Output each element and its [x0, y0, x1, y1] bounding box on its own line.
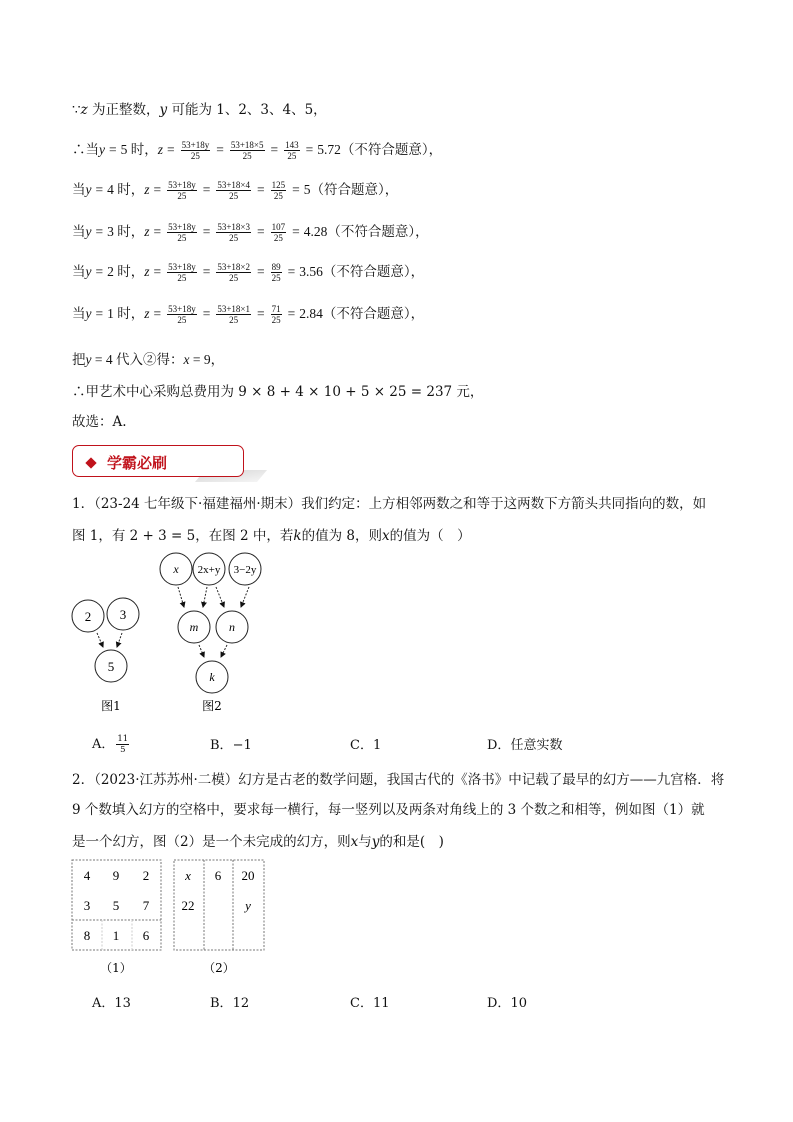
fraction-denominator: 25	[271, 273, 281, 284]
fraction-denominator: 25	[273, 233, 283, 244]
node-2	[72, 600, 104, 632]
q2-line-3	[72, 832, 444, 852]
option-value: 13	[114, 996, 131, 1011]
var-y: y	[85, 224, 92, 239]
note: （不符合题意），	[322, 264, 425, 279]
text: 时，	[113, 224, 145, 239]
option-value: 10	[510, 996, 527, 1011]
fraction-denominator: 25	[229, 315, 239, 326]
text: 当	[72, 264, 86, 279]
case-line: 当y = 1 时，z = $\frac{53+18y}{25}$ = $\frac{53+18\times 1}{25}$ = $\frac{71}{25}$ = 2.84（不符合题意），	[72, 304, 425, 326]
fraction-numerator: 53+18×2	[217, 262, 250, 273]
text: 时，	[113, 182, 145, 197]
note: （不符合题意），	[322, 306, 425, 321]
total-cost-line: ∴甲艺术中心采购总费用为 9 × 8 + 4 × 10 + 5 × 25 = 237 元，	[72, 384, 484, 400]
banner-title: 学霸必刷	[107, 454, 168, 472]
var-y: y	[159, 102, 168, 118]
grid-cell: 5	[112, 898, 120, 913]
node-label: m	[189, 620, 199, 634]
text: 的值为 8，则	[301, 528, 382, 544]
fraction-denominator: 25	[287, 151, 297, 162]
q1-option-a[interactable]	[92, 733, 131, 755]
fraction-numerator: 125	[271, 180, 286, 191]
var-y: y	[85, 306, 92, 321]
text: = 9，	[189, 352, 225, 367]
fraction-numerator: 53+18y	[168, 222, 196, 233]
option-value: 12	[232, 996, 250, 1011]
node-x	[160, 553, 192, 585]
text: 与	[358, 834, 372, 850]
fraction-numerator: 53+18y	[168, 304, 196, 315]
text: = 4 代入②得：	[91, 352, 184, 367]
grid-cell: 20	[241, 868, 255, 883]
y-value: 5	[120, 142, 128, 157]
q1-option-c[interactable]	[350, 734, 381, 753]
substitute-line	[72, 350, 224, 370]
fraction-numerator: 53+18×1	[217, 304, 250, 315]
case-line: 当y = 4 时，z = $\frac{53+18y}{25}$ = $\frac{53+18\times 4}{25}$ = $\frac{125}{25}$ = 5（符合题意），	[72, 180, 399, 202]
option-label: C．	[350, 738, 373, 753]
node-label: 2x+y	[197, 564, 221, 576]
var-z: z	[80, 102, 88, 118]
q2-option-a[interactable]	[92, 992, 131, 1011]
var-y: y	[85, 352, 92, 367]
node-label: 3	[119, 607, 127, 622]
grid-cell: 2	[142, 868, 150, 883]
node-label: 2	[84, 609, 92, 624]
option-label: A．	[92, 737, 115, 752]
arrow	[97, 633, 103, 647]
fraction-denominator: 25	[242, 151, 252, 162]
because-symbol: ∵	[72, 102, 81, 118]
solution-line-1	[72, 100, 327, 120]
fraction-denominator: 25	[190, 151, 200, 162]
q1-option-d[interactable]	[487, 734, 562, 753]
text: 时，	[127, 142, 158, 157]
answer-line: 故选：A.	[72, 414, 127, 430]
fraction-denominator: 25	[271, 315, 281, 326]
grid-caption: （2）	[203, 961, 235, 975]
fraction-denominator: 5	[120, 745, 126, 755]
text: 当	[72, 224, 86, 239]
node-label: 5	[107, 659, 115, 674]
fraction-numerator: 53+18×3	[217, 222, 250, 233]
node-3-minus-2y	[229, 553, 261, 585]
y-value: 2	[107, 264, 114, 279]
fraction-numerator: 53+18y	[181, 140, 210, 151]
option-value: 任意实数	[510, 738, 563, 753]
arrow	[216, 587, 224, 607]
text: 时，	[113, 306, 145, 321]
arrow	[203, 587, 207, 607]
var-z: z	[144, 224, 150, 239]
y-value: 3	[107, 224, 114, 239]
case-line: 当y = 3 时，z = $\frac{53+18y}{25}$ = $\frac{53+18\times 3}{25}$ = $\frac{107}{25}$ = 4.28（不符合题意），	[72, 222, 429, 244]
fraction-numerator: 53+18y	[168, 262, 196, 273]
var-y: y	[85, 182, 92, 197]
node-label: x	[173, 562, 179, 576]
option-value: 11	[372, 996, 390, 1011]
node-label: k	[209, 670, 215, 684]
text: 把	[72, 352, 86, 368]
fraction-numerator: 53+18y	[168, 180, 196, 191]
node-5	[95, 650, 127, 682]
q1-line-1: 1．（23-24 七年级下·福建福州·期末）我们约定：上方相邻两数之和等于这两数下方箭头共同指向的数，如	[72, 496, 707, 512]
option-value: −1	[232, 738, 252, 753]
result-value: 2.84	[299, 306, 323, 321]
result-value: 5	[303, 182, 311, 197]
option-label: D．	[487, 996, 511, 1011]
note: （不符合题意），	[327, 224, 429, 239]
text: 的值为（ ）	[389, 528, 471, 544]
text: 当	[72, 182, 86, 197]
note: （符合题意），	[310, 182, 399, 197]
result-value: 5.72	[317, 142, 341, 157]
option-label: A．	[92, 996, 115, 1011]
figure-caption: 图2	[202, 699, 222, 713]
var-x: x	[183, 352, 190, 367]
node-k	[196, 661, 228, 693]
fraction-numerator: 89	[271, 262, 281, 273]
y-value: 1	[107, 306, 114, 321]
case-line: ∴当y = 5 时，z = $\frac{53+18y}{25}$ = $\frac{53+18\times 5}{25}$ = $\frac{143}{25}$ = 5.72（不符合题意），	[72, 140, 443, 162]
var-x: x	[381, 528, 390, 544]
fraction-denominator: 25	[177, 233, 187, 244]
var-z: z	[144, 182, 150, 197]
option-label: B．	[210, 738, 233, 753]
section-banner	[72, 445, 244, 477]
grid-cell: 6	[214, 868, 222, 883]
fraction-denominator: 25	[229, 233, 239, 244]
var-x: x	[350, 834, 359, 850]
q1-option-b[interactable]	[210, 734, 252, 753]
fraction-denominator: 25	[177, 315, 187, 326]
grid-cell: 7	[142, 898, 150, 913]
q2-option-d[interactable]	[487, 992, 527, 1011]
var-y: y	[85, 264, 92, 279]
figure-caption: 图1	[101, 699, 121, 713]
var-z: z	[157, 142, 164, 157]
grid-caption: （1）	[100, 961, 132, 975]
var-y: y	[99, 142, 105, 157]
result-value: 3.56	[299, 264, 323, 279]
grid-cell: x	[185, 868, 191, 883]
text: 为正整数，	[87, 102, 160, 118]
grid-cell: 3	[83, 898, 91, 913]
option-label: D．	[487, 738, 511, 753]
grid-cell: 6	[142, 928, 150, 943]
option-value: 1	[372, 738, 382, 753]
grid-cell: 1	[112, 928, 120, 943]
text: 时，	[113, 264, 145, 279]
fraction-denominator: 25	[229, 191, 239, 202]
arrow	[241, 587, 249, 607]
figure-2	[160, 553, 261, 713]
q1-line-2	[72, 526, 471, 546]
fraction-denominator: 25	[177, 191, 187, 202]
arrow	[178, 587, 184, 607]
q2-option-b[interactable]	[210, 992, 249, 1011]
fraction-numerator: 107	[271, 222, 286, 233]
arrow	[199, 645, 204, 657]
magic-square-1	[72, 860, 161, 975]
fraction-numerator: 53+18×5	[230, 140, 264, 151]
y-value: 4	[107, 182, 114, 197]
result-value: 4.28	[303, 224, 328, 239]
grid-cell: y	[245, 898, 251, 913]
var-z: z	[144, 264, 150, 279]
text: 可能为 1、2、3、4、5，	[167, 102, 327, 118]
arrow	[117, 633, 122, 647]
text: 是一个幻方，图（2）是一个未完成的幻方，则	[72, 834, 351, 850]
grid-cell: 9	[112, 868, 120, 883]
node-label: n	[229, 620, 235, 634]
arrow	[221, 645, 227, 657]
text: ∴当	[72, 142, 99, 157]
fraction-numerator: 11	[117, 734, 129, 744]
text: 当	[72, 306, 86, 321]
text: 的和是( )	[379, 834, 444, 850]
q2-line-2: 9 个数填入幻方的空格中，要求每一横行，每一竖列以及两条对角线上的 3 个数之和相等，例如图（1）就	[72, 802, 705, 818]
var-z: z	[144, 306, 150, 321]
grid-cell: 4	[83, 868, 91, 883]
fraction-denominator: 25	[273, 191, 283, 202]
text: 图 1，有 2 + 3 = 5，在图 2 中，若	[72, 528, 294, 544]
node-2x-plus-y	[193, 553, 225, 585]
fraction-denominator: 25	[229, 273, 239, 284]
fraction-numerator: 53+18×4	[217, 180, 250, 191]
note: （不符合题意），	[340, 142, 443, 157]
fraction-denominator: 25	[177, 273, 187, 284]
diamond-icon	[85, 457, 96, 468]
figure-1	[72, 598, 139, 713]
q2-line-1: 2．（2023·江苏苏州·二模）幻方是古老的数学问题，我国古代的《洛书》中记载了最早的幻方——九宫格．将	[72, 772, 725, 788]
option-label: B．	[210, 996, 233, 1011]
option-label: C．	[350, 996, 373, 1011]
var-k: k	[293, 528, 302, 544]
fraction-numerator: 143	[285, 140, 299, 151]
node-3	[107, 598, 139, 630]
var-y: y	[371, 834, 380, 850]
node-label: 3−2y	[233, 564, 257, 576]
grid-cell: 8	[83, 928, 91, 943]
fraction-numerator: 71	[271, 304, 281, 315]
node-m	[178, 611, 210, 643]
grid-cell: 22	[181, 898, 195, 913]
q2-option-c[interactable]	[350, 992, 390, 1011]
node-n	[216, 611, 248, 643]
case-line: 当y = 2 时，z = $\frac{53+18y}{25}$ = $\frac{53+18\times 2}{25}$ = $\frac{89}{25}$ = 3.56（不符合题意），	[72, 262, 425, 284]
magic-square-2	[174, 860, 264, 975]
